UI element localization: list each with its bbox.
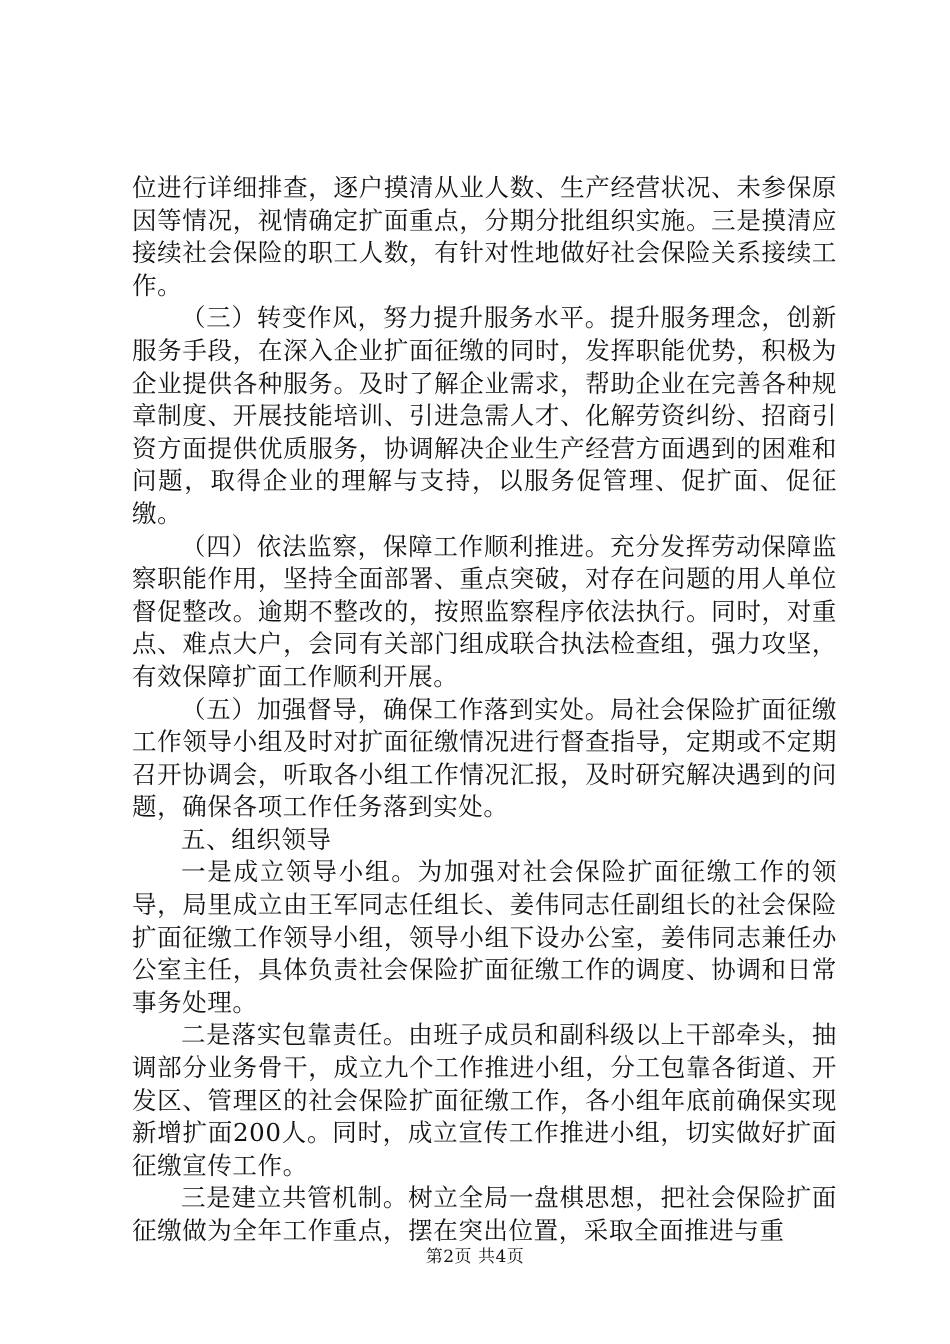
- page-footer: 第2页 共4页: [425, 1247, 525, 1267]
- paragraph: 位进行详细排查，逐户摸清从业人数、生产经营状况、未参保原因等情况，视情确定扩面重点，分期分批组织实施。三是摸清应接续社会保险的职工人数，有针对性地做好社会保险关系接续工作。: [132, 173, 837, 300]
- document-body: [132, 172, 837, 1248]
- paragraph: 二是落实包靠责任。由班子成员和副科级以上干部牵头，抽调部分业务骨干，成立九个工作推进小组，分工包靠各街道、开发区、管理区的社会保险扩面征缴工作，各小组年底前确保实现新增扩面200人。同时，成立宣传工作推进小组，切实做好扩面征缴宣传工作。: [132, 1020, 837, 1180]
- paragraph: 三是建立共管机制。树立全局一盘棋思想，把社会保险扩面征缴做为全年工作重点，摆在突出位置，采取全面推进与重: [132, 1183, 837, 1245]
- paragraph: 一是成立领导小组。为加强对社会保险扩面征缴工作的领导，局里成立由王军同志任组长、姜伟同志任副组长的社会保险扩面征缴工作领导小组，领导小组下设办公室，姜伟同志兼任办公室主任，具体负责社会保险扩面征缴工作的调度、协调和日常事务处理。: [132, 857, 837, 1017]
- paragraph: （四）依法监察，保障工作顺利推进。充分发挥劳动保障监察职能作用，坚持全面部署、重点突破，对存在问题的用人单位督促整改。逾期不整改的，按照监察程序依法执行。同时，对重点、难点大户，会同有关部门组成联合执法检查组，强力攻坚，有效保障扩面工作顺利开展。: [132, 531, 837, 691]
- paragraph: 五、组织领导: [181, 824, 332, 854]
- paragraph: （五）加强督导，确保工作落到实处。局社会保险扩面征缴工作领导小组及时对扩面征缴情况进行督查指导，定期或不定期召开协调会，听取各小组工作情况汇报，及时研究解决遇到的问题，确保各项工作任务落到实处。: [132, 694, 837, 822]
- paragraph: （三）转变作风，努力提升服务水平。提升服务理念，创新服务手段，在深入企业扩面征缴的同时，发挥职能优势，积极为企业提供各种服务。及时了解企业需求，帮助企业在完善各种规章制度、开展技能培训、引进急需人才、化解劳资纠纷、招商引资方面提供优质服务，协调解决企业生产经营方面遇到的困难和问题，取得企业的理解与支持，以服务促管理、促扩面、促征缴。: [132, 303, 837, 528]
